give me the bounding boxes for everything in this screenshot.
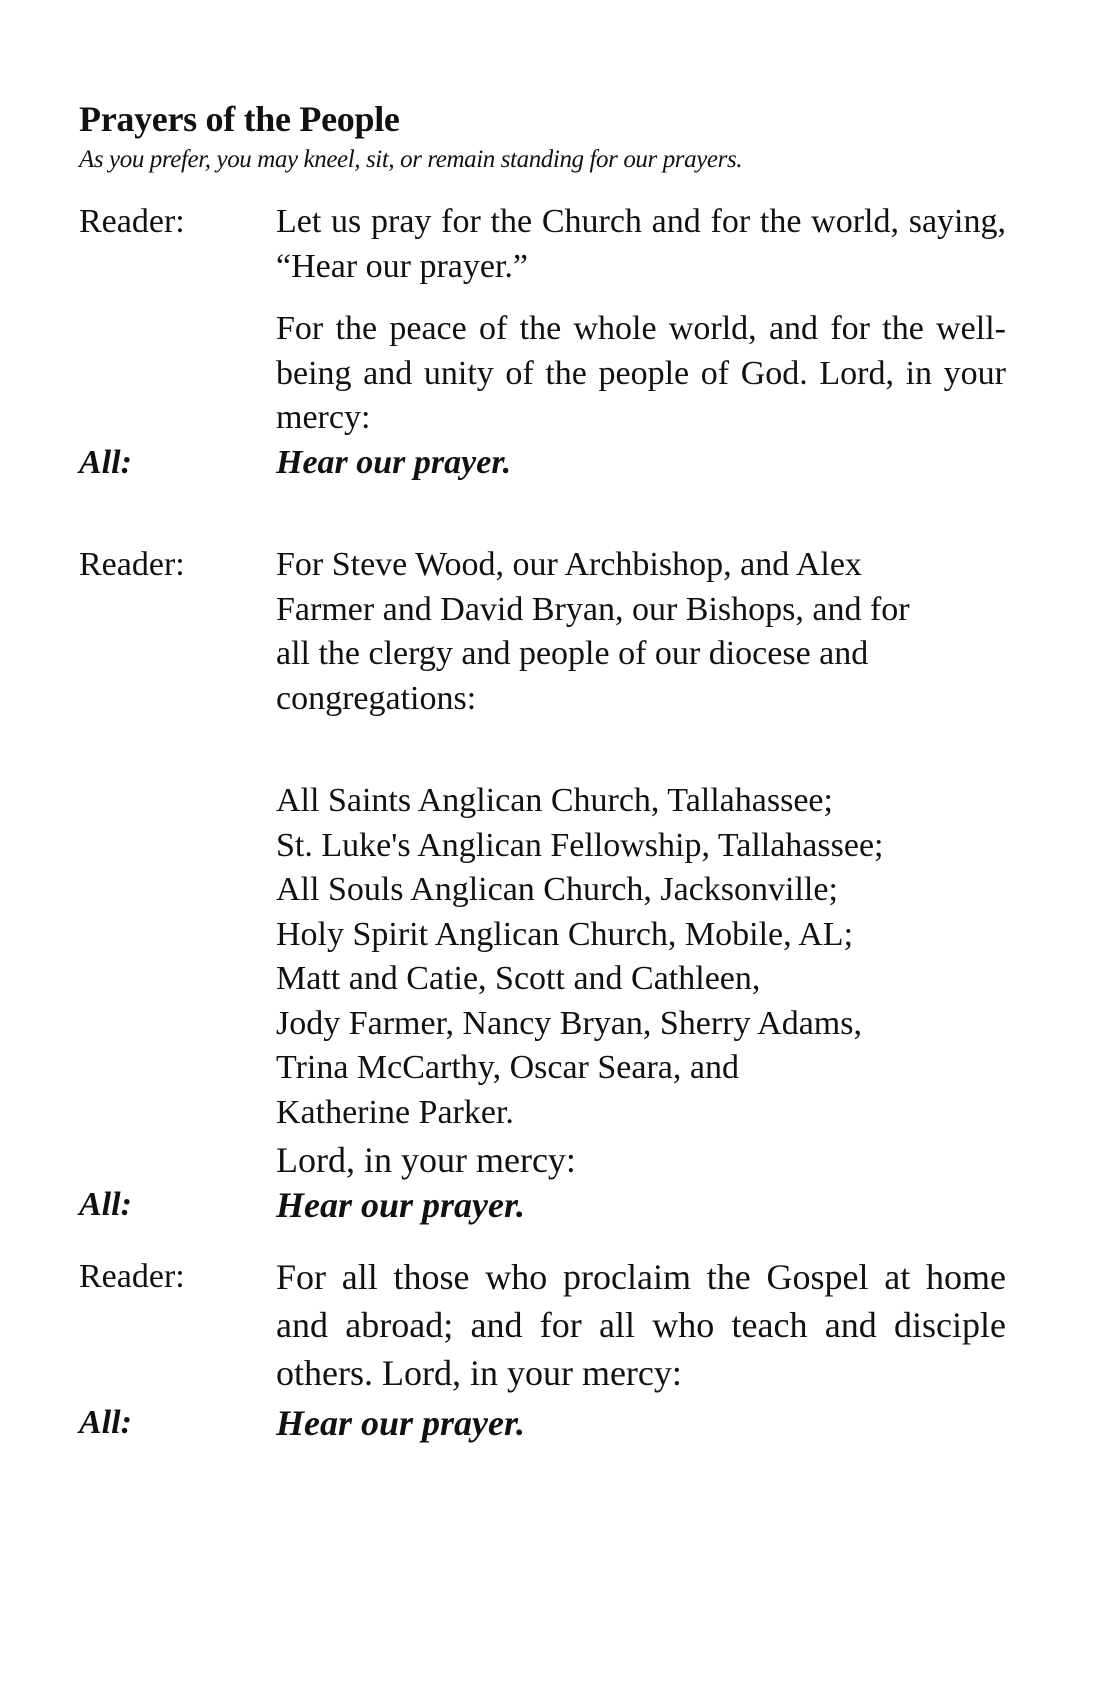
response-2: Hear our prayer. bbox=[276, 1185, 526, 1225]
all-label-1: All: bbox=[79, 444, 132, 481]
reader-label-3: Reader: bbox=[79, 1258, 185, 1295]
petition-peace bbox=[276, 307, 1006, 441]
reader-label-2: Reader: bbox=[79, 546, 185, 583]
names-line: Jody Farmer, Nancy Bryan, Sherry Adams, bbox=[276, 1004, 862, 1042]
page-subtitle: As you prefer, you may kneel, sit, or remain standing for our prayers. bbox=[79, 146, 743, 173]
names-line: Holy Spirit Anglican Church, Mobile, AL; bbox=[276, 915, 854, 953]
petition-clergy-line: For Steve Wood, our Archbishop, and Alex bbox=[276, 546, 862, 583]
congregation-names-list bbox=[276, 779, 1006, 1135]
names-line: St. Luke's Anglican Fellowship, Tallahassee; bbox=[276, 826, 884, 864]
names-line: Matt and Catie, Scott and Cathleen, bbox=[276, 960, 761, 997]
page-title: Prayers of the People bbox=[79, 99, 400, 139]
petition-peace-closing: Lord, in your mercy: bbox=[276, 354, 1006, 436]
petition-clergy-line: congregations: bbox=[276, 679, 477, 717]
all-label-2: All: bbox=[79, 1186, 132, 1223]
names-line: Katherine Parker. bbox=[276, 1093, 514, 1131]
response-3: Hear our prayer. bbox=[276, 1403, 526, 1443]
names-line: All Saints Anglican Church, Tallahassee; bbox=[276, 782, 833, 819]
petition-gospel-text: For all those who proclaim the Gospel at home and abroad; and for all who teach and disciple others. bbox=[276, 1257, 1006, 1393]
petition-clergy-line: Farmer and David Bryan, our Bishops, and for bbox=[276, 590, 910, 628]
petition-gospel bbox=[276, 1253, 1006, 1397]
all-label-3: All: bbox=[79, 1404, 132, 1441]
petition-clergy-line: all the clergy and people of our diocese and bbox=[276, 635, 869, 672]
petition-clergy bbox=[276, 543, 1006, 721]
petition-gospel-closing: Lord, in your mercy: bbox=[381, 1353, 682, 1393]
names-line: All Souls Anglican Church, Jacksonville; bbox=[276, 871, 838, 908]
closing-2: Lord, in your mercy: bbox=[276, 1140, 576, 1180]
reader-label-1: Reader: bbox=[79, 203, 185, 240]
petition-peace-text: For the peace of the whole world, and for the well-being and unity of the people of God. bbox=[276, 310, 1006, 392]
response-1: Hear our prayer. bbox=[276, 444, 512, 481]
reader-intro: Let us pray for the Church and for the world, saying, “Hear our prayer.” bbox=[276, 203, 1006, 285]
names-line: Trina McCarthy, Oscar Seara, and bbox=[276, 1049, 739, 1086]
